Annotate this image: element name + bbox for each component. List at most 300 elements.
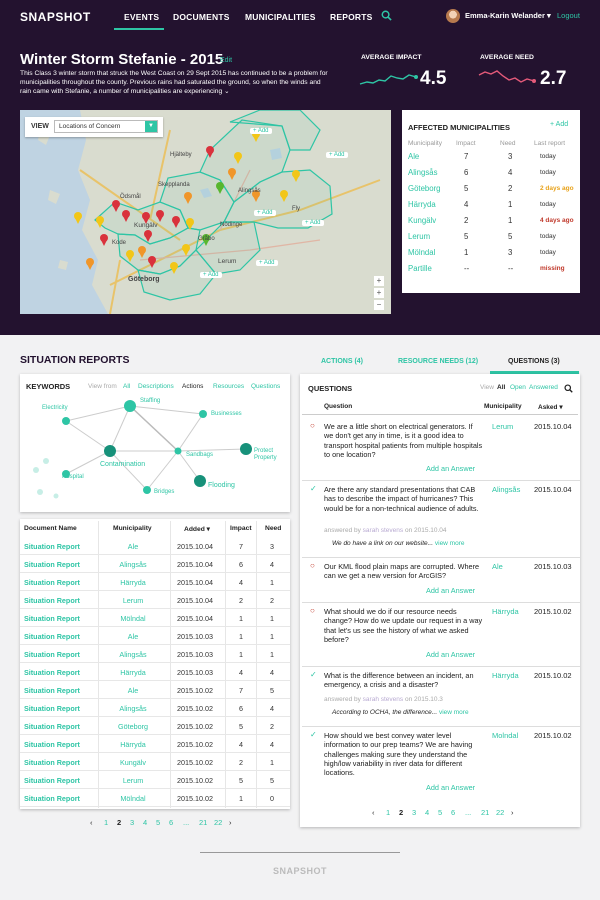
impact-value: 1 — [239, 614, 243, 623]
col-header: Impact — [456, 140, 476, 147]
kw-filter-actions[interactable]: Actions — [182, 383, 204, 390]
keyword-label[interactable]: Protect Property — [254, 448, 277, 461]
kpi-impact-value: 4.5 — [420, 68, 447, 89]
page-link[interactable]: 22 — [214, 818, 223, 827]
table-row[interactable] — [20, 645, 290, 663]
municipality-link[interactable]: Alingsås — [119, 704, 147, 713]
added-date: 2015.10.04 — [177, 578, 213, 587]
municipality-name[interactable]: Göteborg — [408, 184, 441, 193]
asked-date: 2015.10.02 — [534, 607, 572, 616]
document-link[interactable]: Situation Report — [24, 758, 80, 767]
avatar[interactable] — [446, 9, 460, 23]
map-marker-yellow-icon — [234, 152, 242, 164]
map-place-label: Lerum — [218, 258, 237, 265]
impact-value: 7 — [239, 542, 243, 551]
map-add-button[interactable]: + Add — [302, 220, 324, 226]
map-marker-yellow-icon — [96, 216, 104, 228]
keyword-label[interactable]: Sandbags — [186, 452, 214, 458]
map-marker-red-icon — [148, 256, 156, 268]
need-value: 4 — [270, 668, 274, 677]
page-link[interactable]: 1 — [386, 808, 391, 817]
map-marker-yellow-icon — [182, 244, 190, 256]
question-item[interactable] — [302, 418, 580, 481]
map-marker-red-icon — [144, 230, 152, 242]
municipality-link[interactable]: Ale — [127, 632, 139, 641]
map-marker-orange-icon — [184, 192, 192, 204]
nav-municipalities[interactable]: MUNICIPALITIES — [245, 12, 316, 22]
map-place-label: Nödinge — [220, 222, 243, 228]
municipality-link[interactable]: Ale — [127, 686, 139, 695]
table-row[interactable] — [20, 573, 290, 591]
page-link[interactable]: ... — [183, 818, 190, 827]
document-link[interactable]: Situation Report — [24, 686, 80, 695]
municipality-link[interactable]: Härryda — [120, 668, 146, 677]
need-value: 1 — [270, 758, 274, 767]
q-filter-answered[interactable]: Answered — [529, 384, 558, 391]
question-item[interactable] — [302, 558, 580, 603]
municipality-link[interactable]: Mölndal — [120, 614, 146, 623]
affected-title: AFFECTED MUNICIPALITIES — [408, 123, 510, 132]
asked-date: 2015.10.03 — [534, 562, 572, 571]
question-item[interactable] — [302, 727, 580, 800]
keywords-panel — [20, 374, 290, 512]
asked-date: 2015.10.04 — [534, 485, 572, 494]
page-next-icon[interactable]: › — [511, 808, 514, 817]
map-marker-orange-icon — [228, 168, 236, 180]
municipality-row[interactable] — [402, 264, 580, 280]
municipality-link[interactable]: Lerum — [122, 596, 144, 605]
map-add-button[interactable]: + Add — [326, 152, 348, 158]
added-date: 2015.10.04 — [177, 614, 213, 623]
map-view-dropdown[interactable] — [54, 120, 158, 133]
table-row[interactable] — [20, 555, 290, 573]
map-marker-yellow-icon — [126, 250, 134, 262]
question-text: Our KML flood plain maps are corrupted. Where can we get a new version for ArcGIS? — [324, 562, 480, 581]
need-value: 1 — [270, 614, 274, 623]
need-value: 5 — [270, 686, 274, 695]
chevron-down-icon: ▼ — [145, 121, 157, 132]
page-prev-icon[interactable]: ‹ — [372, 808, 375, 817]
municipality-row[interactable] — [402, 184, 580, 200]
situation-reports-title: SITUATION REPORTS — [20, 354, 130, 366]
keywords-title: KEYWORDS — [26, 382, 71, 391]
map-marker-red-icon — [156, 210, 164, 222]
page-link[interactable]: 6 — [451, 808, 456, 817]
map-place-label: Hjälteby — [170, 152, 192, 158]
tab-actions[interactable]: ACTIONS (4) — [321, 358, 363, 365]
impact-value: 4 — [239, 668, 243, 677]
sort-added-header[interactable]: Added ▾ — [184, 526, 211, 533]
map-marker-red-icon — [112, 200, 120, 212]
q-filter-all[interactable]: All — [497, 384, 506, 391]
need-value: 2 — [270, 722, 274, 731]
col-header: Impact — [230, 525, 252, 532]
municipality-link[interactable]: Härryda — [120, 740, 146, 749]
map-marker-yellow-icon — [186, 218, 194, 230]
table-row[interactable] — [20, 753, 290, 771]
table-row[interactable] — [20, 789, 290, 807]
tab-resource-needs[interactable]: RESOURCE NEEDS (12) — [398, 358, 479, 365]
brand-logo[interactable]: SNAPSHOT — [20, 10, 91, 24]
page-link[interactable]: 21 — [199, 818, 208, 827]
document-link[interactable]: Situation Report — [24, 542, 80, 551]
impact-value: 1 — [239, 650, 243, 659]
keyword-label[interactable]: Contamination — [100, 461, 146, 468]
answered-by — [324, 696, 443, 703]
added-date: 2015.10.02 — [177, 722, 213, 731]
impact-sparkline — [359, 70, 419, 88]
page-link[interactable]: 21 — [481, 808, 490, 817]
municipality-link[interactable]: Härryda — [492, 671, 519, 680]
added-date: 2015.10.04 — [177, 596, 213, 605]
map-view-label: VIEW — [31, 123, 49, 130]
kw-filter-descriptions[interactable]: Descriptions — [138, 383, 174, 390]
page-link[interactable]: 2 — [117, 818, 122, 827]
table-row[interactable] — [20, 717, 290, 735]
need-value: 1 — [270, 578, 274, 587]
municipality-row[interactable] — [402, 248, 580, 264]
col-header: Need — [265, 525, 282, 532]
table-row[interactable] — [20, 663, 290, 681]
map-add-button[interactable]: + Add — [250, 128, 272, 134]
map-view-selector — [25, 117, 163, 137]
event-title: Winter Storm Stefanie - 2015 — [20, 51, 224, 68]
need-sparkline — [478, 68, 538, 88]
user-name: Emma-Karin Welander — [465, 11, 545, 20]
nav-reports[interactable]: REPORTS — [330, 12, 373, 22]
need-value: 1 — [508, 200, 513, 209]
table-row[interactable] — [20, 537, 290, 555]
answered-check-icon: ✓ — [310, 730, 317, 739]
nav-events[interactable]: EVENTS — [124, 12, 160, 22]
map-marker-red-icon — [100, 234, 108, 246]
document-link[interactable]: Situation Report — [24, 632, 80, 641]
asked-date: 2015.10.04 — [534, 422, 572, 431]
divider — [302, 414, 578, 415]
need-value: -- — [508, 264, 514, 273]
map-add-button[interactable]: + Add — [200, 272, 222, 278]
question-item[interactable] — [302, 481, 580, 558]
need-value: 3 — [508, 152, 513, 161]
municipality-link[interactable]: Mölndal — [120, 794, 146, 803]
impact-value: 6 — [239, 560, 243, 569]
impact-value: 4 — [239, 740, 243, 749]
footer-divider — [200, 852, 400, 853]
last-report: 2 days ago — [540, 185, 574, 192]
impact-value: 2 — [464, 216, 469, 225]
table-row[interactable] — [20, 735, 290, 753]
last-report: today — [540, 249, 556, 256]
col-header: Question — [324, 403, 353, 410]
municipality-row[interactable] — [402, 168, 580, 184]
map-place-label: Göteborg — [128, 276, 160, 283]
add-answer-link[interactable]: Add an Answer — [426, 586, 476, 595]
need-value: 1 — [508, 216, 513, 225]
answered-date: on 2015.10.04 — [404, 527, 447, 534]
need-value: 5 — [508, 232, 513, 241]
last-report: today — [540, 201, 556, 208]
need-value: 4 — [270, 740, 274, 749]
municipality-link[interactable]: Ale — [492, 562, 503, 571]
answer-snippet-text: We do have a link on our website... — [332, 540, 434, 547]
impact-value: 5 — [464, 184, 469, 193]
municipality-name[interactable]: Härryda — [408, 200, 436, 209]
municipality-name[interactable]: Lerum — [408, 232, 431, 241]
page-prev-icon[interactable]: ‹ — [90, 818, 93, 827]
event-description — [20, 69, 330, 96]
zoom-out-icon[interactable]: − — [374, 300, 384, 310]
q-filter-open[interactable]: Open — [510, 384, 526, 391]
municipality-link[interactable]: Göteborg — [118, 722, 148, 731]
document-link[interactable]: Situation Report — [24, 596, 80, 605]
col-header: Municipality — [408, 140, 442, 147]
answered-date: on 2015.10.3 — [404, 696, 443, 703]
keyword-label[interactable]: Businesses — [211, 411, 242, 417]
municipality-link[interactable]: Härryda — [120, 578, 146, 587]
document-link[interactable]: Situation Report — [24, 776, 80, 785]
last-report: today — [540, 169, 556, 176]
need-value: 4 — [270, 560, 274, 569]
impact-value: 4 — [464, 200, 469, 209]
add-answer-link[interactable]: Add an Answer — [426, 650, 476, 659]
municipality-name[interactable]: Mölndal — [408, 248, 436, 257]
added-date: 2015.10.04 — [177, 560, 213, 569]
last-report: missing — [540, 265, 565, 272]
tab-questions[interactable]: QUESTIONS (3) — [508, 358, 560, 365]
user-menu[interactable] — [465, 11, 551, 20]
kw-filter-all[interactable]: All — [123, 383, 131, 390]
map-marker-orange-icon — [86, 258, 94, 270]
zoom-in-icon[interactable]: + — [374, 276, 384, 286]
answered-by — [324, 527, 447, 534]
top-nav — [0, 0, 600, 34]
added-date: 2015.10.04 — [177, 542, 213, 551]
col-header: Document Name — [24, 525, 77, 532]
added-date: 2015.10.02 — [177, 758, 213, 767]
municipality-name[interactable]: Ale — [408, 152, 420, 161]
need-value: 2 — [270, 596, 274, 605]
expand-description-icon[interactable]: ⌄ — [224, 88, 230, 95]
map-place-label: Skepplanda — [158, 182, 190, 188]
kw-filter-resources[interactable]: Resources — [213, 383, 245, 390]
municipality-link[interactable]: Alingsås — [119, 650, 147, 659]
added-date: 2015.10.02 — [177, 794, 213, 803]
logout-link[interactable]: Logout — [557, 11, 580, 20]
need-value: 2 — [508, 184, 513, 193]
col-header: Municipality — [113, 525, 152, 532]
nav-documents[interactable]: DOCUMENTS — [173, 12, 230, 22]
table-row[interactable] — [20, 681, 290, 699]
page-link[interactable]: 5 — [156, 818, 161, 827]
added-date: 2015.10.02 — [177, 686, 213, 695]
added-date: 2015.10.02 — [177, 776, 213, 785]
impact-value: 1 — [239, 794, 243, 803]
kpi-need-label: AVERAGE NEED — [480, 54, 534, 61]
map-marker-yellow-icon — [74, 212, 82, 224]
keyword-label[interactable]: Hospital — [62, 474, 84, 480]
page-link[interactable]: 22 — [496, 808, 505, 817]
municipality-link[interactable]: Molndal — [492, 731, 519, 740]
impact-value: 5 — [239, 776, 243, 785]
search-icon[interactable] — [381, 10, 392, 21]
impact-value: 6 — [239, 704, 243, 713]
need-value: 5 — [270, 776, 274, 785]
impact-value: 4 — [239, 578, 243, 587]
map-add-button[interactable]: + Add — [254, 210, 276, 216]
page-link[interactable]: 3 — [412, 808, 417, 817]
municipality-link[interactable]: Ale — [127, 542, 139, 551]
view-more-link[interactable]: view more — [438, 709, 469, 716]
sort-asked-header[interactable]: Asked ▾ — [538, 404, 563, 411]
municipality-row[interactable] — [402, 216, 580, 232]
impact-value: 5 — [464, 232, 469, 241]
municipality-link[interactable]: Alingsås — [492, 485, 521, 494]
map-place-label: Fly — [292, 206, 300, 212]
col-header: Last report — [534, 140, 566, 147]
answered-by-prefix: answered by — [324, 527, 361, 534]
asked-date: 2015.10.02 — [534, 671, 572, 680]
map-place-label: Alingsås — [238, 188, 261, 194]
keyword-label[interactable]: Staffing — [140, 398, 161, 404]
map-marker-red-icon — [206, 146, 214, 158]
impact-value: 5 — [239, 722, 243, 731]
question-text: Are there any standard presentations that CAB has to describe the impact of hurricanes? This would be for a non-technical audience of adults. — [324, 485, 479, 513]
document-link[interactable]: Situation Report — [24, 704, 80, 713]
page-link[interactable]: ... — [465, 808, 472, 817]
municipality-link[interactable]: Alingsås — [119, 560, 147, 569]
answered-by-prefix: answered by — [324, 696, 361, 703]
open-status-icon: ○ — [310, 606, 315, 615]
document-link[interactable]: Situation Report — [24, 578, 80, 587]
table-row[interactable] — [20, 771, 290, 789]
map-marker-red-icon — [172, 216, 180, 228]
municipality-row[interactable] — [402, 152, 580, 168]
map-add-button[interactable]: + Add — [256, 260, 278, 266]
keyword-label[interactable]: Electricity — [42, 405, 68, 411]
document-link[interactable]: Situation Report — [24, 650, 80, 659]
added-date: 2015.10.03 — [177, 650, 213, 659]
impact-value: -- — [464, 264, 470, 273]
map-place-label: Gråbo — [198, 236, 215, 242]
document-link[interactable]: Situation Report — [24, 794, 80, 803]
edit-event-link[interactable]: Edit — [220, 57, 233, 64]
impact-value: 7 — [239, 686, 243, 695]
municipality-link[interactable]: Kungälv — [120, 758, 146, 767]
document-link[interactable]: Situation Report — [24, 722, 80, 731]
page-link[interactable]: 1 — [104, 818, 109, 827]
page-link[interactable]: 6 — [169, 818, 174, 827]
added-date: 2015.10.03 — [177, 632, 213, 641]
map-markers — [20, 110, 391, 314]
page-next-icon[interactable]: › — [229, 818, 232, 827]
impact-value: 2 — [239, 596, 243, 605]
keyword-label[interactable]: Bridges — [154, 489, 175, 495]
document-link[interactable]: Situation Report — [24, 740, 80, 749]
page-link[interactable]: 3 — [130, 818, 135, 827]
add-municipality-button[interactable]: + Add — [550, 121, 569, 128]
questions-title: QUESTIONS — [308, 384, 353, 393]
need-value: 4 — [508, 168, 513, 177]
map-marker-yellow-icon — [280, 190, 288, 202]
chevron-down-icon: ▾ — [546, 11, 551, 20]
municipality-row[interactable] — [402, 232, 580, 248]
event-description-text: This Class 3 winter storm that struck the West Coast on 29 Sept 2015 has continued to be a problem for municipalities throughout the county. Previous rains had saturated the ground, so when the winds and rain came with Stefanie, a number of municipalities are experiencing — [20, 70, 328, 95]
question-text: How should we best convey water level information to our prep teams? We are having challenges making sure they understand the high/low variability in river data for different locations. — [324, 731, 473, 778]
page-link[interactable]: 4 — [143, 818, 148, 827]
search-icon[interactable] — [564, 384, 573, 393]
table-row[interactable] — [20, 609, 290, 627]
municipality-row[interactable] — [402, 200, 580, 216]
need-value: 1 — [270, 632, 274, 641]
question-item[interactable] — [302, 603, 580, 667]
municipality-name[interactable]: Partille — [408, 264, 432, 273]
table-row[interactable] — [20, 591, 290, 609]
impact-value: 2 — [239, 758, 243, 767]
table-row[interactable] — [20, 699, 290, 717]
municipality-link[interactable]: Härryda — [492, 607, 519, 616]
view-from-label: View from — [88, 383, 117, 390]
document-link[interactable]: Situation Report — [24, 614, 80, 623]
keyword-label[interactable]: Flooding — [208, 482, 235, 489]
document-link[interactable]: Situation Report — [24, 560, 80, 569]
need-value: 4 — [270, 704, 274, 713]
asked-date: 2015.10.02 — [534, 731, 572, 740]
page-link[interactable]: 2 — [399, 808, 404, 817]
answered-check-icon: ✓ — [310, 484, 317, 493]
nav-active-underline — [114, 28, 164, 30]
last-report: today — [540, 233, 556, 240]
add-answer-link[interactable]: Add an Answer — [426, 464, 476, 473]
col-header: Municipality — [484, 403, 522, 410]
kpi-impact-label: AVERAGE IMPACT — [361, 54, 422, 61]
map-place-label: Ödsmål — [120, 194, 141, 200]
view-more-link[interactable]: view more — [434, 540, 465, 547]
municipality-name[interactable]: Kungälv — [408, 216, 437, 225]
added-date: 2015.10.03 — [177, 668, 213, 677]
map-marker-orange-icon — [138, 246, 146, 258]
question-text: What should we do if our resource needs change? How do we update our request in a way that let's us see the history of what we asked before? — [324, 607, 483, 644]
page-link[interactable]: 5 — [438, 808, 443, 817]
document-link[interactable]: Situation Report — [24, 668, 80, 677]
question-item[interactable] — [302, 667, 580, 727]
answer-snippet-text: According to OCHA, the difference... — [332, 709, 438, 716]
map-marker-yellow-icon — [170, 262, 178, 274]
impact-value: 6 — [464, 168, 469, 177]
impact-value: 1 — [239, 632, 243, 641]
page-link[interactable]: 4 — [425, 808, 430, 817]
question-text: We are a little short on electrical generators. If we don't get any in time, is it a good idea to transport hospital patients from multiple hospitals to one location? — [324, 422, 483, 459]
add-answer-link[interactable]: Add an Answer — [426, 783, 476, 792]
event-map[interactable] — [20, 110, 391, 314]
zoom-in-icon[interactable]: + — [374, 288, 384, 298]
answer-snippet — [332, 709, 469, 716]
last-report: today — [540, 153, 556, 160]
need-value: 0 — [270, 794, 274, 803]
municipality-name[interactable]: Alingsås — [408, 168, 438, 177]
col-header: Need — [500, 140, 516, 147]
last-report: 4 days ago — [540, 217, 574, 224]
answerer-name[interactable]: sarah stevens — [362, 696, 404, 703]
answerer-name[interactable]: sarah stevens — [362, 527, 404, 534]
need-value: 3 — [508, 248, 513, 257]
map-place-label: Kode — [112, 240, 127, 246]
table-row[interactable] — [20, 627, 290, 645]
map-marker-green-icon — [216, 182, 224, 194]
municipality-link[interactable]: Lerum — [492, 422, 514, 431]
kw-filter-questions[interactable]: Questions — [251, 383, 281, 390]
municipality-link[interactable]: Lerum — [122, 776, 144, 785]
answer-snippet — [332, 540, 465, 547]
